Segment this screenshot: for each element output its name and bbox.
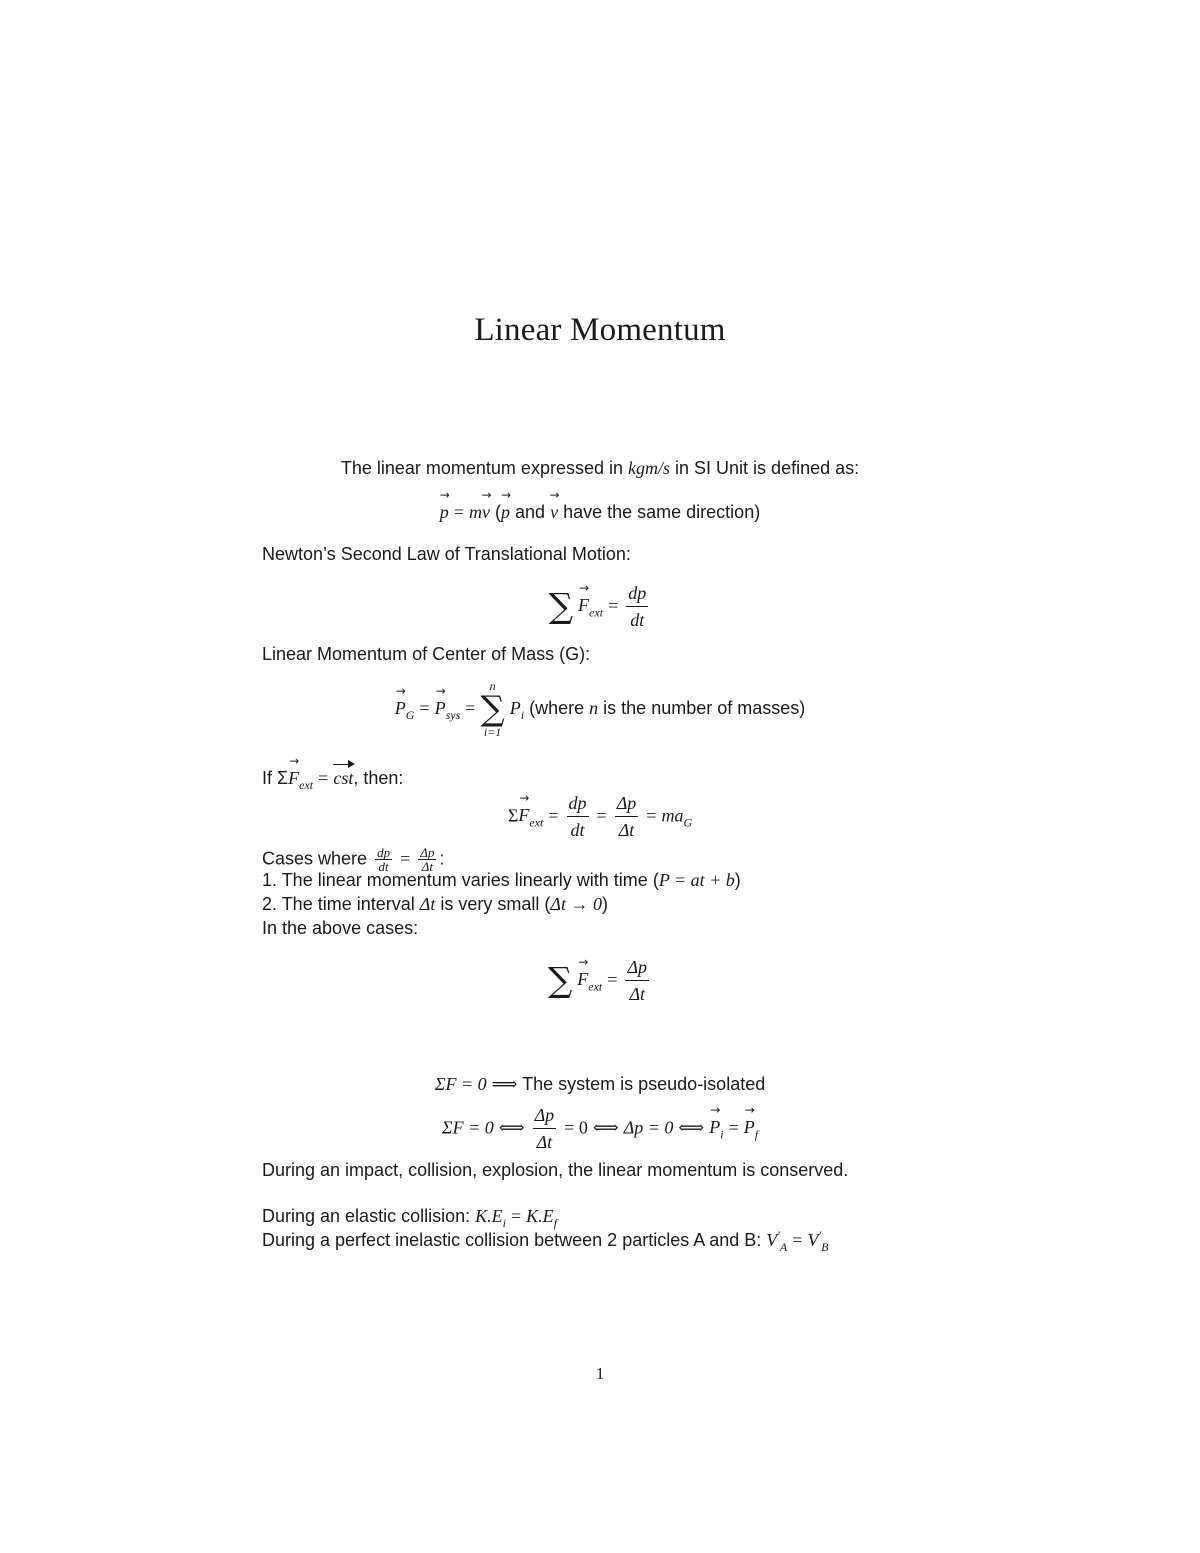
newton-heading: Newton’s Second Law of Translational Motion: [262,544,631,564]
g-subscript: G [405,707,415,722]
case-1 [262,870,741,890]
equals-zero: = 0 [564,1117,588,1138]
small-fraction-1 [375,846,392,873]
delta-fraction [533,1102,557,1155]
delta-p-zero: Δp = 0 [623,1117,674,1138]
fraction-numerator: Δp [420,845,435,860]
page-number: 1 [595,1364,605,1383]
force-symbol: → F [577,969,588,990]
cst-vector: cst [333,768,354,788]
pseudo-isolated-text: The system is pseudo-isolated [522,1074,766,1094]
case-2-math: Δt [419,894,436,914]
i-subscript: i [720,1127,724,1142]
pg-symbol: → P [395,698,406,719]
intro-unit: kgm/s [628,458,671,478]
fraction-denominator: dt [378,859,389,874]
equals-sign: = [608,595,619,616]
ke-final: K.E [526,1206,554,1226]
va-symbol: V [766,1230,778,1250]
f-subscript: f [553,1216,558,1230]
intro-suffix: in SI Unit is defined as: [675,458,860,478]
dp-dt-fraction [626,580,648,633]
equals-sign: = [318,768,329,788]
iff-arrow: ⟺ [498,1117,525,1138]
vb-symbol: V [807,1230,819,1250]
note-suffix: is the number of masses) [603,697,806,718]
net-force-zero: ΣF = 0 [441,1117,494,1138]
f-subscript: f [754,1127,759,1142]
ext-subscript: ext [529,815,544,830]
sum-symbol: ∑ [547,960,573,1001]
note-prefix: (where [529,697,585,718]
ext-subscript: ext [589,605,604,620]
velocity-symbol: → v [482,502,490,523]
psys-symbol: → P [435,698,446,719]
elastic-text: During an elastic collision: [262,1206,471,1226]
sum-upper-limit: n [489,679,496,693]
iff-arrow-3: ⟺ [678,1117,705,1138]
fraction-numerator: dp [567,790,589,817]
fraction-denominator: dt [570,820,585,840]
if-prefix: If Σ [262,768,289,788]
b-subscript: B [821,1240,829,1254]
fraction-numerator: dp [377,845,391,860]
g-subscript: G [683,815,693,830]
fraction-numerator: Δp [625,954,649,981]
net-force-zero: ΣF = 0 [434,1074,487,1094]
fraction-numerator: dp [626,580,648,607]
case-2-text-2: is very small ( [440,894,551,914]
iff-arrow-2: ⟺ [592,1117,619,1138]
sum-symbol: ∑ [548,586,574,627]
i-subscript: i [502,1216,506,1230]
case-2 [262,894,608,914]
direction-note: have the same direction) [563,502,761,522]
n-symbol: n [589,697,599,718]
conservation-equation [0,1102,1200,1155]
implies-arrow: ⟹ [491,1074,518,1094]
sum-with-limits [480,680,504,738]
i-subscript: i [520,707,525,722]
velocity-symbol-note: → v [550,502,558,523]
prime-mark-2: ′ [818,1228,822,1242]
cases-suffix: : [439,848,445,869]
fraction-numerator: Δp [615,790,639,817]
equals-sign: = [548,805,559,826]
equals-sign: = [511,1206,522,1226]
sum-lower-limit: i=1 [483,725,502,739]
a-subscript: A [779,1240,788,1254]
ext-subscript: ext [588,979,603,994]
ext-subscript: ext [299,778,314,792]
case-1-close: ) [734,870,741,890]
dp-dt-fraction [567,790,589,843]
above-cases: In the above cases: [262,918,419,938]
equals-sign-3: = [646,805,657,826]
com-heading: Linear Momentum of Center of Mass (G): [262,644,591,664]
case-1-text: 1. The linear momentum varies linearly with time ( [262,870,659,890]
ke-initial: K.E [475,1206,503,1226]
conserved-text: During an impact, collision, explosion, the linear momentum is conserved. [262,1160,849,1180]
p-symbol-note: → p [501,502,510,523]
newton-equation [0,580,1200,633]
force-symbol: → F [518,805,529,826]
fraction-denominator: Δt [421,859,433,874]
pseudo-isolated-line [0,1074,1200,1095]
paren-open: ( [495,502,501,522]
ma-symbol: ma [661,805,684,826]
sum-equation [0,790,1200,843]
com-equation [0,680,1200,738]
prime-mark: ′ [777,1228,780,1242]
sys-subscript: sys [445,707,461,722]
equals-sign: = [607,969,618,990]
pf-vector: → P [744,1117,755,1138]
elastic-line [262,1206,558,1230]
equals-sign: = [400,848,411,869]
sum-symbol: ∑ [480,689,505,729]
case-2-math-2: Δt → 0 [550,894,602,914]
fraction-denominator: Δt [629,984,646,1004]
page-title: Linear Momentum [474,312,726,348]
inelastic-line [262,1228,829,1254]
equals-sign-2: = [465,697,476,718]
case-2-close: ) [601,894,608,914]
cases-line [262,846,444,873]
equals-sign: = [728,1117,739,1138]
pi-vector: → P [709,1117,720,1138]
fraction-denominator: Δt [618,820,635,840]
cases-prefix: Cases where [262,848,368,869]
impulse-equation [0,954,1200,1007]
delta-fraction [625,954,649,1007]
mass-symbol: m [468,502,482,522]
p-symbol: → p [440,502,449,523]
pi-symbol: P [509,697,521,718]
equals-sign-2: = [596,805,607,826]
if-suffix: , then: [353,768,404,788]
small-fraction-2 [418,846,436,873]
equals-sign: = [419,697,430,718]
delta-fraction [615,790,639,843]
inelastic-text: During a perfect inelastic collision between 2 particles A and B: [262,1230,762,1250]
intro-prefix: The linear momentum expressed in [340,458,623,478]
fraction-denominator: dt [630,610,645,630]
sigma-symbol: Σ [507,805,519,826]
force-symbol: → F [578,595,589,616]
momentum-definition [0,502,1200,523]
force-symbol: → F [288,768,299,788]
case-2-text: 2. The time interval [262,894,415,914]
case-1-math: P = at + b [658,870,735,890]
and-word: and [515,502,546,522]
equals-sign: = [453,502,464,522]
equals-sign: = [792,1230,803,1250]
intro-line [0,458,1200,479]
if-line [262,768,404,792]
fraction-numerator: Δp [533,1102,557,1129]
fraction-denominator: Δt [536,1132,553,1152]
